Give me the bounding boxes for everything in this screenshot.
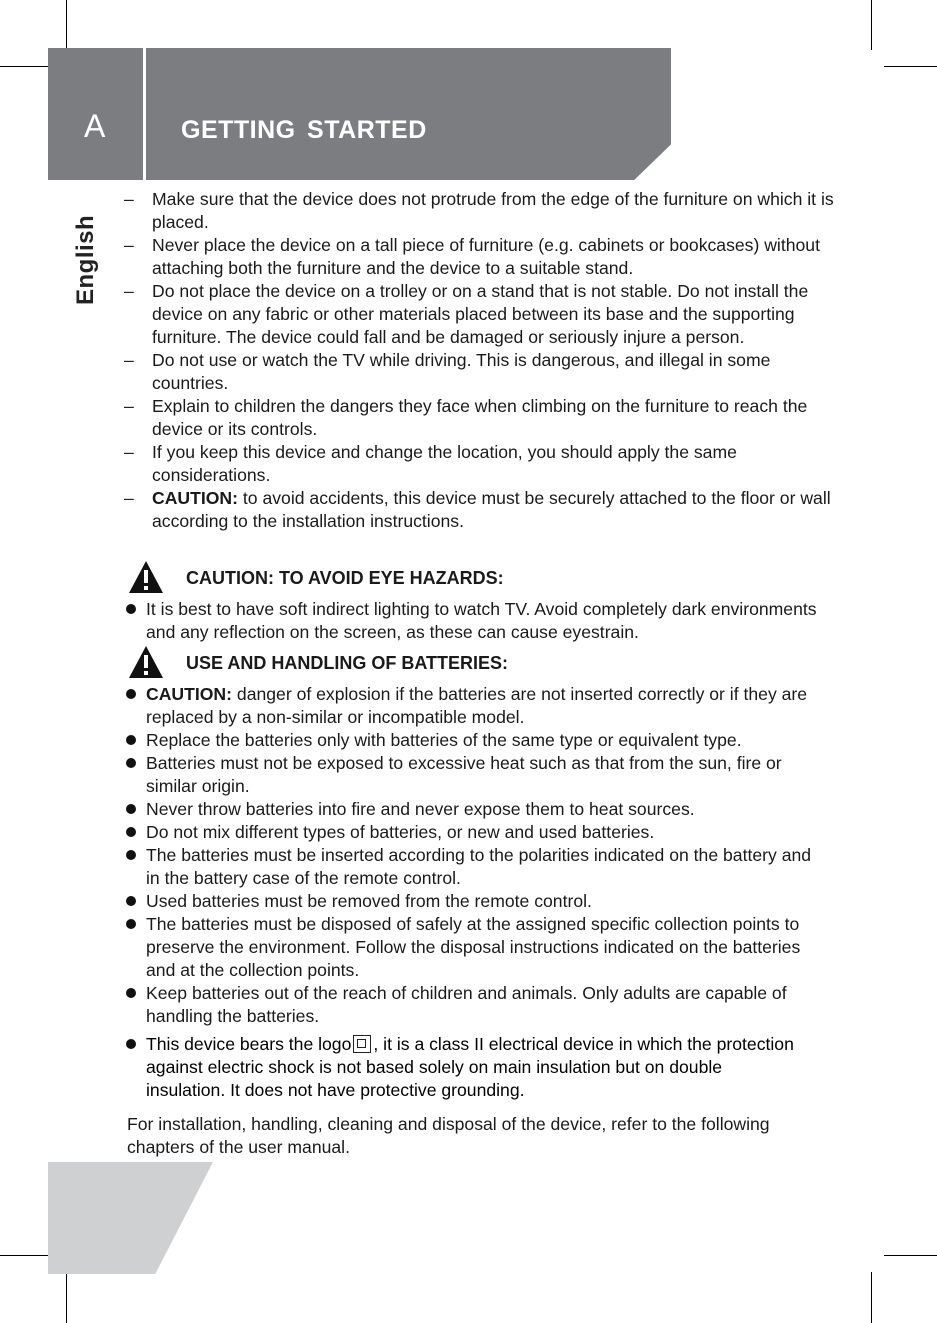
warning-icon: [128, 560, 164, 594]
list-item: – CAUTION: to avoid accidents, this device must be securely attached to the floor or wall according to the installation instructions.: [120, 487, 840, 533]
battery-heading: [128, 645, 828, 679]
header-banner: [146, 48, 671, 180]
footer-decoration: [48, 1162, 213, 1274]
page-title: GETTING STARTED: [181, 116, 427, 144]
list-item: – Explain to children the dangers they face when climbing on the furniture to reach the device or its controls.: [120, 395, 840, 441]
list-item: – Never place the device on a tall piece of furniture (e.g. cabinets or bookcases) without attaching both the furniture and the device to a suitable stand.: [120, 234, 840, 280]
class-ii-symbol-icon: [353, 1035, 371, 1053]
list-item: – Make sure that the device does not protrude from the edge of the furniture on which it is placed.: [120, 188, 840, 234]
crop-mark: [871, 0, 872, 50]
section-title: USE AND HANDLING OF BATTERIES:: [186, 653, 508, 673]
section-title: CAUTION: TO AVOID EYE HAZARDS:: [186, 568, 504, 588]
language-label: English: [72, 214, 99, 305]
battery-list: [124, 683, 824, 1028]
crop-mark: [0, 66, 50, 67]
list-item: Never throw batteries into fire and never expose them to heat sources.: [124, 798, 824, 821]
crop-mark: [66, 0, 67, 50]
list-item: Used batteries must be removed from the remote control.: [124, 890, 824, 913]
placement-list: [120, 188, 840, 533]
list-item: It is best to have soft indirect lighting to watch TV. Avoid completely dark environments and any reflection on the screen, as these can cause eyestrain.: [124, 598, 824, 644]
crop-mark: [871, 1272, 872, 1323]
list-item: Do not mix different types of batteries, or new and used batteries.: [124, 821, 824, 844]
list-item: – Do not place the device on a trolley or on a stand that is not stable. Do not install the device on any fabric or other materials placed between its base and the supporting furniture. The device could fall and be damaged or seriously injure a person.: [120, 280, 840, 349]
closing-note: For installation, handling, cleaning and disposal of the device, refer to the following chapters of the user manual.: [127, 1114, 770, 1157]
class2-list: [124, 1033, 804, 1102]
crop-mark: [884, 1255, 937, 1256]
eye-hazard-heading: [128, 560, 828, 594]
list-item: The batteries must be inserted according to the polarities indicated on the battery and in the battery case of the remote control.: [124, 844, 824, 890]
list-item: – If you keep this device and change the location, you should apply the same considerations.: [120, 441, 840, 487]
list-item: – Do not use or watch the TV while driving. This is dangerous, and illegal in some countries.: [120, 349, 840, 395]
list-item: The batteries must be disposed of safely at the assigned specific collection points to preserve the environment. Follow the disposal instructions indicated on the batteries and at the collection points.: [124, 913, 824, 982]
eye-hazard-list: [124, 598, 824, 644]
list-item: Batteries must not be exposed to excessive heat such as that from the sun, fire or similar origin.: [124, 752, 824, 798]
crop-mark: [0, 1255, 50, 1256]
warning-icon: [128, 645, 164, 679]
list-item: Keep batteries out of the reach of children and animals. Only adults are capable of handling the batteries.: [124, 982, 824, 1028]
section-letter: A: [84, 108, 106, 144]
crop-mark: [66, 1272, 67, 1323]
list-item: This device bears the logo , it is a class II electrical device in which the protection against electric shock is not based solely on main insulation but on double insulation. It does not have protective grounding.: [124, 1033, 804, 1102]
list-item: Replace the batteries only with batteries of the same type or equivalent type.: [124, 729, 824, 752]
list-item: CAUTION: danger of explosion if the batteries are not inserted correctly or if they are replaced by a non-similar or incompatible model.: [124, 683, 824, 729]
crop-mark: [884, 66, 937, 67]
